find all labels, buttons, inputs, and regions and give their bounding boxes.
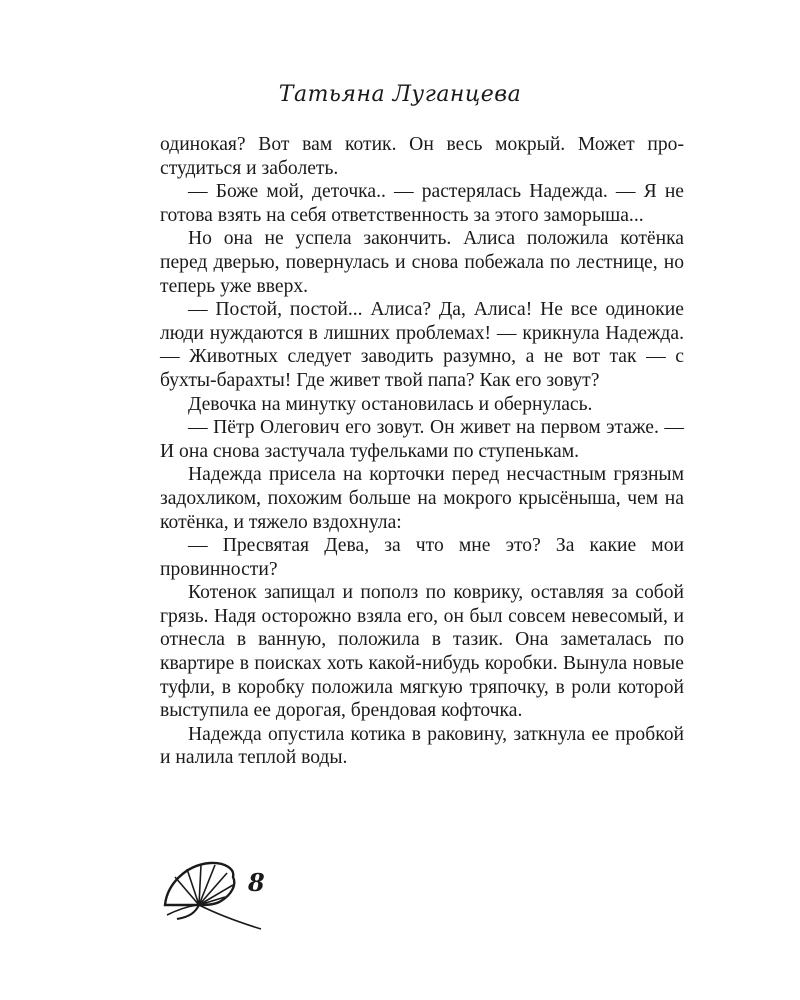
paragraph: — Пресвятая Дева, за что мне это? За какие мои провинности? [160,535,684,580]
page-number: 8 [248,868,265,897]
paragraph: одинокая? Вот вам котик. Он весь мокрый. Может простудиться и заболеть. [160,134,684,179]
body-text [160,133,684,770]
paragraph: — Боже мой, деточка.. — растерялась Надежда. — Я не готова взять на себя ответственность за этого заморыша... [160,181,684,226]
paragraph: — Постой, постой... Алиса? Да, Алиса! Не все одинокие люди нуждаются в лишних проблемах! — крикнула Надежда. — Животных следует заводить разумно, а не вот так — с бухты-барахты! Где живет твой папа? Как его зовут? [160,299,684,391]
paragraph: Надежда присела на корточки перед несчастным грязным задохликом, похожим больше на мокрого крысёныша, чем на котёнка, и тяжело вздохнула: [160,464,684,533]
paragraph: Девочка на минутку остановилась и обернулась. [188,393,593,415]
running-head: Татьяна Луганцева [278,82,522,107]
paragraph: — Пётр Олегович его зовут. Он живет на первом этаже. — И она снова застучала туфельками по ступенькам. [160,417,684,462]
paragraph: Но она не успела закончить. Алиса положила котёнка перед дверью, повернулась и снова побежала по лестнице, но теперь уже вверх. [160,228,684,297]
paragraph: Надежда опустила котика в раковину, заткнула ее пробкой и налила теплой воды. [160,723,684,769]
paragraph: Котенок запищал и пополз по коврику, оставляя за собой грязь. Надя осторожно взяла его, он был совсем невесомый, и отнесла в ванную, положила в тазик. Она заметалась по квартире в поисках хоть какой-нибудь коробки. Вынула новые туфли, в коробку положила мягкую тряпочку, в роли которой выступила ее дорогая, брендовая кофточка. [160,582,684,722]
